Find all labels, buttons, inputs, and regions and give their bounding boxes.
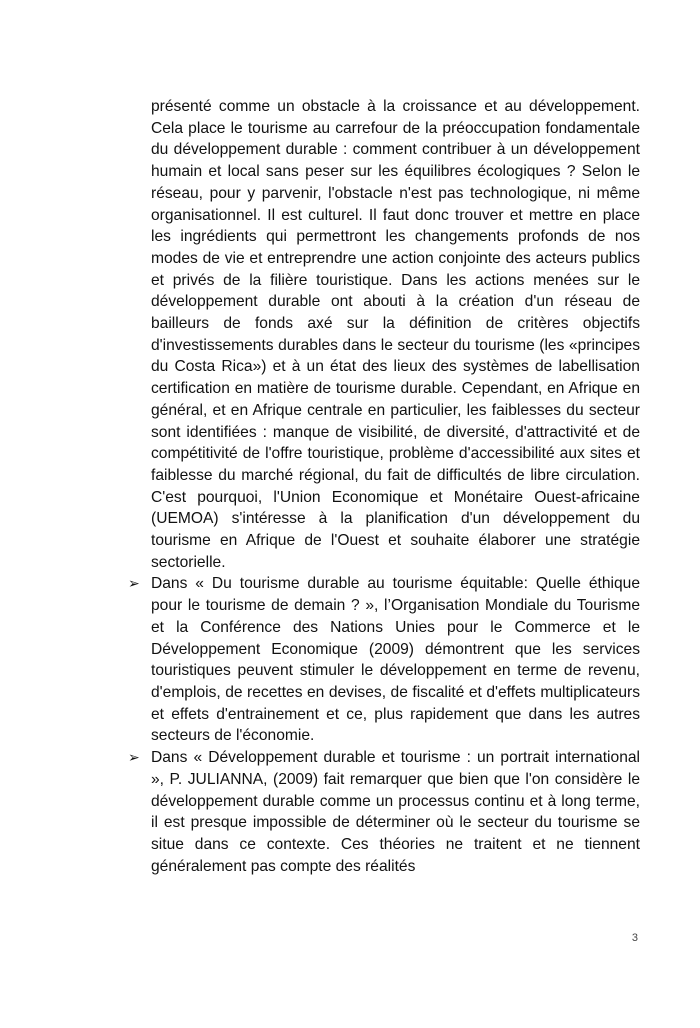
- arrow-bullet-icon: ➢: [128, 575, 140, 592]
- body-text: [128, 96, 640, 877]
- bullet-item-2: [128, 747, 640, 877]
- bullet-text-2: Dans « Développement durable et tourisme : un portrait international », P. JULIANNA, (2009) fait remarquer que bien que l'on considère le développement durable comme un processus continu et à long terme, il est presque impossible de déterminer où le secteur du tourisme se situe dans ce contexte. Ces théories ne traitent et ne tiennent généralement pas compte des réalités: [151, 749, 640, 875]
- continued-paragraph: présenté comme un obstacle à la croissance et au développement. Cela place le tourisme au carrefour de la préoccupation fondamentale du développement durable : comment contribuer à un développement humain et local sans peser sur les équilibres écologiques ? Selon le réseau, pour y parvenir, l'obstacle n'est pas technologique, ni même organisationnel. Il est culturel. Il faut donc trouver et mettre en place les ingrédients qui permettront les changements profonds de nos modes de vie et entreprendre une action conjointe des acteurs publics et privés de la filière touristique. Dans les actions menées sur le développement durable ont abouti à la création d'un réseau de bailleurs de fonds axé sur la définition de critères objectifs d'investissements durables dans le secteur du tourisme (les «principes du Costa Rica») et à un état des lieux des systèmes de labellisation certification en matière de tourisme durable. Cependant, en Afrique en général, et en Afrique centrale en particulier, les faiblesses du secteur sont identifiées : manque de visibilité, de diversité, d'attractivité et de compétitivité de l'offre touristique, problème d'accessibilité aux sites et faiblesse du marché régional, du fait de difficultés de libre circulation. C'est pourquoi, l'Union Economique et Monétaire Ouest-africaine (UEMOA) s'intéresse à la planification d'un développement du tourisme en Afrique de l'Ouest et souhaite élaborer une stratégie sectorielle.: [151, 98, 640, 571]
- page-number: 3: [631, 932, 638, 944]
- bullet-text-1: Dans « Du tourisme durable au tourisme équitable: Quelle éthique pour le tourisme de demain ? », l’Organisation Mondiale du Tourisme et la Conférence des Nations Unies pour le Commerce et le Développement Economique (2009) démontrent que les services touristiques peuvent stimuler le développement en terme de revenu, d'emplois, de recettes en devises, de fiscalité et d'effets multiplicateurs et effets d'entrainement et ce, plus rapidement que dans les autres secteurs de l'économie.: [151, 575, 640, 745]
- bullet-item-1: [128, 573, 640, 747]
- arrow-bullet-icon: ➢: [128, 749, 140, 766]
